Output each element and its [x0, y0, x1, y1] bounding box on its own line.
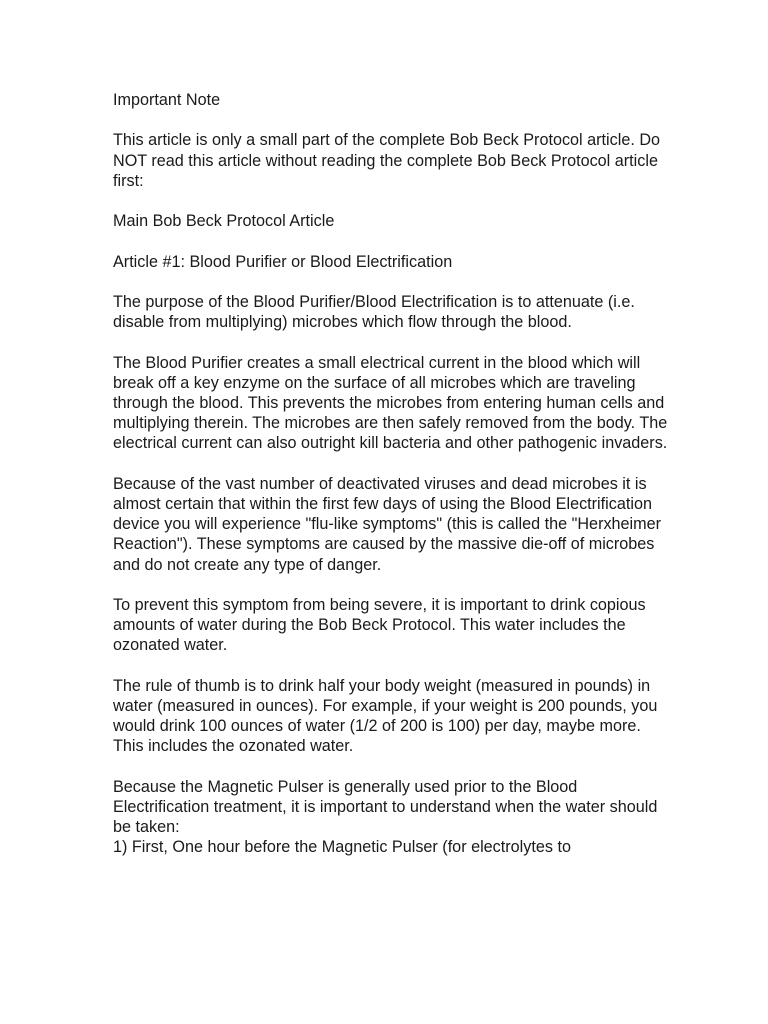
herxheimer-paragraph: Because of the vast number of deactivated viruses and dead microbes it is almost certain that within the first few days of using the Blood Electrification device you will experience "flu-like symptoms" (this is called the "Herxheimer Reaction"). These symptoms are caused by the massive die-off of microbes and do not create any type of danger.: [113, 474, 662, 574]
timing-paragraph: Because the Magnetic Pulser is generally used prior to the Blood Electrification treatment, it is important to understand when the water should be taken:: [113, 777, 658, 837]
document-body: [113, 90, 673, 858]
heading-important-note: Important Note: [113, 91, 221, 109]
mechanism-paragraph: The Blood Purifier creates a small electrical current in the blood which will break off a key enzyme on the surface of all microbes which are traveling through the blood. This prevents the microbes from entering human cells and multiplying therein. The microbes are then safely removed from the body. The electrical current can also outright kill bacteria and other pathogenic invaders.: [113, 353, 668, 453]
article-title: Article #1: Blood Purifier or Blood Electrification: [113, 252, 453, 271]
rule-of-thumb-paragraph: The rule of thumb is to drink half your body weight (measured in pounds) in water (measured in ounces). For example, if your weight is 200 pounds, you would drink 100 ounces of water (1/2 of 200 is 100) per day, maybe more. This includes the ozonated water.: [113, 676, 658, 756]
purpose-paragraph: The purpose of the Blood Purifier/Blood Electrification is to attenuate (i.e. disable from multiplying) microbes which flow through the blood.: [113, 292, 635, 332]
list-item-1: 1) First, One hour before the Magnetic Pulser (for electrolytes to: [113, 838, 571, 857]
intro-paragraph: This article is only a small part of the complete Bob Beck Protocol article. Do NOT read this article without reading the complete Bob Beck Protocol article first:: [113, 131, 661, 190]
main-article-link-text: Main Bob Beck Protocol Article: [113, 212, 335, 231]
water-paragraph: To prevent this symptom from being severe, it is important to drink copious amounts of water during the Bob Beck Protocol. This water includes the ozonated water.: [113, 595, 646, 655]
